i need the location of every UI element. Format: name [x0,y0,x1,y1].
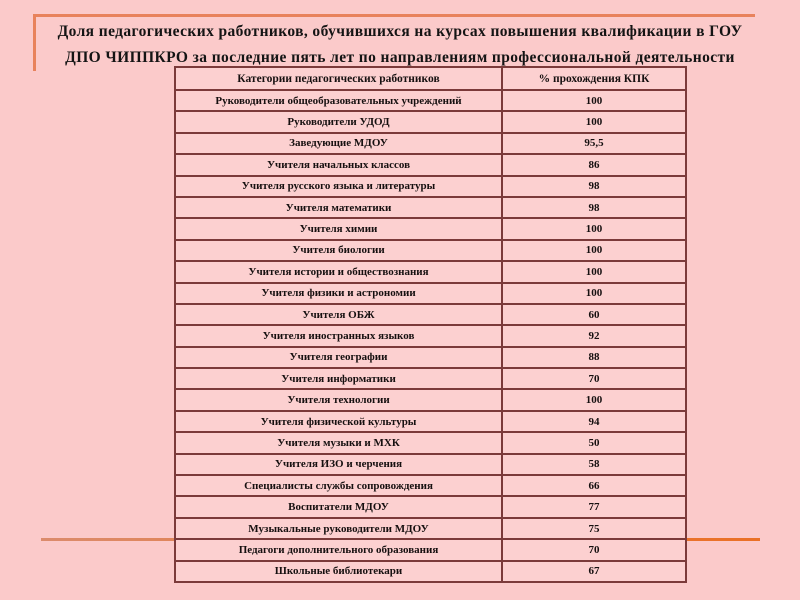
table-row [175,133,686,154]
category-cell: Учителя истории и обществознания [175,261,502,282]
percent-cell: 94 [502,411,686,432]
percent-cell: 100 [502,283,686,304]
percent-column-header: % прохождения КПК [502,67,686,90]
category-cell: Учителя ОБЖ [175,304,502,325]
category-cell: Школьные библиотекари [175,561,502,582]
category-cell: Учителя биологии [175,240,502,261]
category-cell: Учителя иностранных языков [175,325,502,346]
percent-cell: 86 [502,154,686,175]
table-row [175,218,686,239]
table-row [175,539,686,560]
qualification-table [174,66,687,583]
table-row [175,561,686,582]
percent-cell: 100 [502,218,686,239]
category-cell: Учителя географии [175,347,502,368]
table-row [175,197,686,218]
category-cell: Учителя химии [175,218,502,239]
category-cell: Учителя физической культуры [175,411,502,432]
table-row [175,176,686,197]
table-row [175,518,686,539]
percent-cell: 88 [502,347,686,368]
category-cell: Специалисты службы сопровождения [175,475,502,496]
category-cell: Учителя русского языка и литературы [175,176,502,197]
category-cell: Учителя технологии [175,389,502,410]
table-row [175,496,686,517]
table-body [175,90,686,582]
percent-cell: 58 [502,454,686,475]
percent-cell: 70 [502,368,686,389]
category-cell: Воспитатели МДОУ [175,496,502,517]
category-cell: Музыкальные руководители МДОУ [175,518,502,539]
category-cell: Заведующие МДОУ [175,133,502,154]
percent-cell: 67 [502,561,686,582]
table-row [175,154,686,175]
category-cell: Руководители УДОД [175,111,502,132]
table-row [175,389,686,410]
table-row [175,304,686,325]
percent-cell: 100 [502,261,686,282]
category-column-header: Категории педагогических работников [175,67,502,90]
table-row [175,111,686,132]
table-header [175,67,686,90]
percent-cell: 77 [502,496,686,517]
percent-cell: 70 [502,539,686,560]
table-row [175,368,686,389]
category-cell: Учителя начальных классов [175,154,502,175]
percent-cell: 100 [502,90,686,111]
percent-cell: 98 [502,197,686,218]
table-row [175,325,686,346]
percent-cell: 100 [502,111,686,132]
table-row [175,432,686,453]
table-row [175,90,686,111]
category-cell: Учителя музыки и МХК [175,432,502,453]
table-row [175,475,686,496]
percent-cell: 98 [502,176,686,197]
percent-cell: 75 [502,518,686,539]
category-cell: Учителя информатики [175,368,502,389]
category-cell: Учителя физики и астрономии [175,283,502,304]
table-row [175,240,686,261]
percent-cell: 100 [502,240,686,261]
percent-cell: 95,5 [502,133,686,154]
slide-title: Доля педагогических работников, обучившихся на курсах повышения квалификации в ГОУ ДПО ЧИППКРО за последние пять лет по направлениям профессиональной деятельности [57,23,743,66]
table-row [175,454,686,475]
percent-cell: 60 [502,304,686,325]
percent-cell: 50 [502,432,686,453]
table-row [175,347,686,368]
category-cell: Руководители общеобразовательных учреждений [175,90,502,111]
category-cell: Учителя математики [175,197,502,218]
percent-cell: 66 [502,475,686,496]
percent-cell: 100 [502,389,686,410]
percent-cell: 92 [502,325,686,346]
category-cell: Учителя ИЗО и черчения [175,454,502,475]
table-row [175,261,686,282]
table-row [175,411,686,432]
table-header-row [175,67,686,90]
table-row [175,283,686,304]
category-cell: Педагоги дополнительного образования [175,539,502,560]
